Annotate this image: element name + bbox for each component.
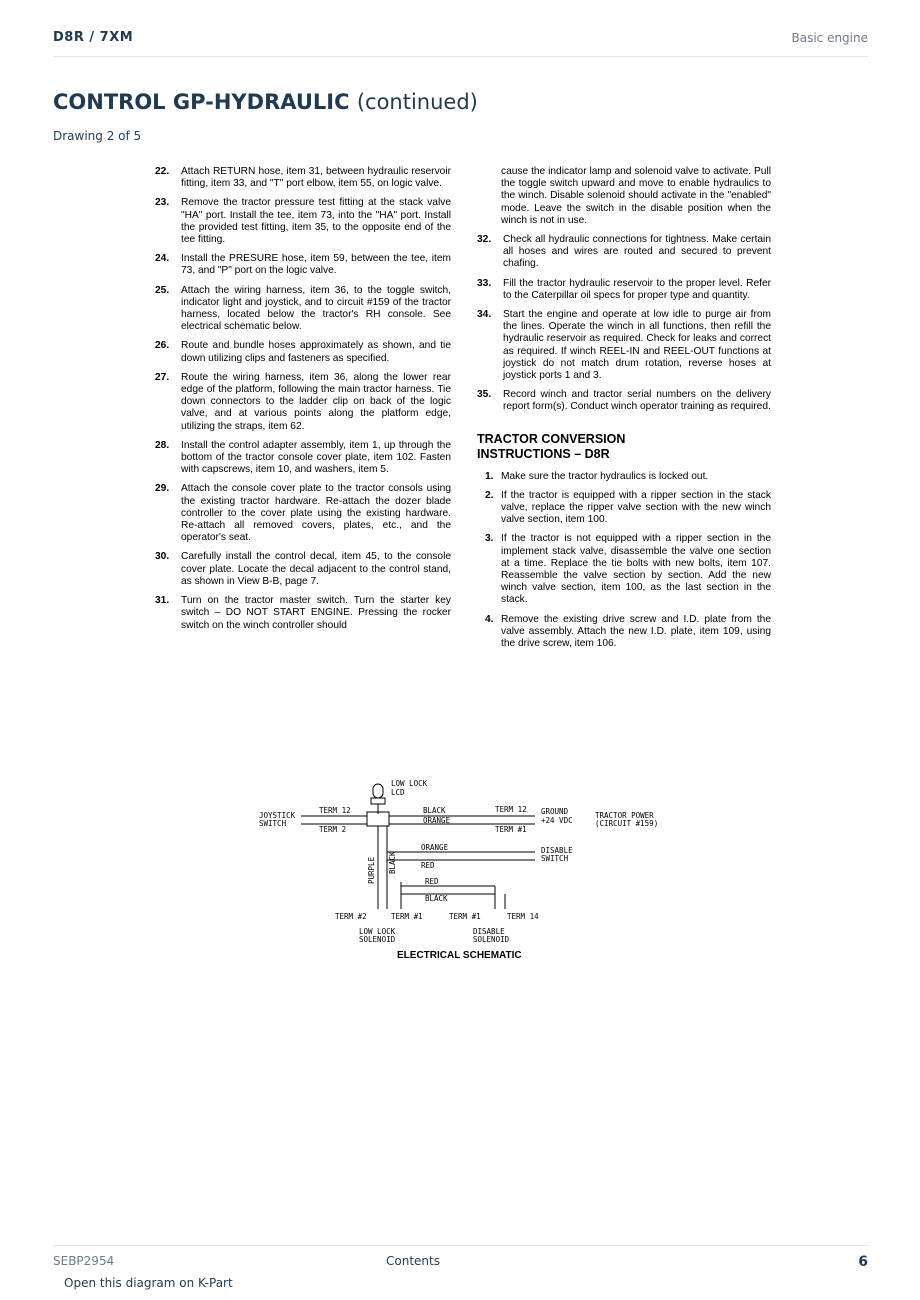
drawing-label: Drawing 2 of 5 [53, 129, 142, 143]
step-number: 22. [155, 166, 170, 177]
step-text: Attach the wiring harness, item 36, to the toggle switch, indicator light and joystick, and to circuit #159 of the tractor harness, located below the tractor's RH console. See electrical schematic below. [181, 284, 451, 333]
joystick-label: JOYSTICK [259, 811, 296, 820]
conversion-step [477, 490, 771, 527]
step [155, 285, 451, 334]
24vdc-label: +24 VDC [541, 816, 573, 825]
step-text: Route the wiring harness, item 36, along the lower rear edge of the platform, following the main tractor harness. Tie down connectors to the ladder clip on back of the logic valve, and at various points along the platform edge, utilizing the straps, item 62. [181, 371, 451, 432]
step [477, 309, 771, 382]
term-d-label: TERM 14 [507, 912, 539, 921]
scanned-page [145, 162, 785, 972]
step-text: Route and bundle hoses approximately as shown, and tie down utilizing clips and fasteners as specified. [181, 340, 451, 364]
low-lock-solenoid-label: LOW LOCK [359, 927, 396, 936]
low-lock-label: LOW LOCK [391, 779, 428, 788]
lamp-icon [373, 784, 383, 798]
step-number: 26. [155, 340, 170, 352]
model-label: D8R / 7XM [53, 30, 134, 45]
step-text: Start the engine and operate at low idle to purge air from the lines. Operate the winch in all functions, then refill the hydraulic reservoir as required. Check for leaks and correct as required. If winch REEL-IN and REEL-OUT functions at joystick do not match drum rotation, reverse hoses at joystick ports 1 and 3. [503, 309, 771, 382]
step [477, 278, 771, 302]
step-number: 2. [485, 489, 494, 501]
disable-label: DISABLE [541, 846, 573, 855]
step-number: 31. [155, 595, 170, 607]
disable-solenoid-label: DISABLE [473, 927, 505, 936]
step-text: Attach RETURN hose, item 31, between hydraulic reservoir fitting, item 33, and "T" port elbow, item 55, on logic valve. [181, 166, 451, 190]
step-text: Turn on the tractor master switch. Turn the starter key switch – DO NOT START ENGINE. Pressing the rocker switch on the winch controller should [181, 595, 451, 631]
step-number: 28. [155, 439, 170, 451]
step-number: 34. [477, 309, 492, 321]
step-text: Remove the existing drive screw and I.D. plate from the valve assembly. Attach the new I.D. plate, item 109, using the drive screw, item 106. [501, 613, 771, 650]
step [155, 253, 451, 277]
conversion-step [477, 614, 771, 651]
step-number: 35. [477, 389, 492, 401]
orange-wire-label: ORANGE [423, 816, 451, 825]
switch-label: SWITCH [259, 819, 287, 828]
term-12-right-label: TERM 12 [495, 805, 527, 814]
title-suffix: (continued) [356, 90, 478, 114]
step [155, 166, 451, 190]
step [155, 197, 451, 246]
title-main: CONTROL GP-HYDRAULIC [53, 90, 350, 114]
page-title [53, 90, 478, 114]
switch-label-2: SWITCH [541, 854, 569, 863]
connector [367, 812, 389, 826]
step-number: 1. [485, 470, 494, 482]
right-column [477, 166, 771, 657]
schematic-caption: ELECTRICAL SCHEMATIC [397, 950, 522, 961]
red2-label: RED [425, 877, 439, 886]
step-number: 24. [155, 253, 170, 265]
left-column [155, 166, 451, 639]
step-number: 30. [155, 551, 170, 563]
term-b-label: TERM #1 [391, 912, 423, 921]
step [155, 551, 451, 588]
page-footer [53, 1245, 868, 1272]
orange2-label: ORANGE [421, 843, 449, 852]
section-label: Basic engine [791, 31, 868, 45]
step-text: Carefully install the control decal, item 45, to the console cover plate. Locate the decal adjacent to the control stand, as shown in View B-B, page 7. [181, 551, 451, 587]
page-header [53, 28, 868, 57]
electrical-schematic [245, 774, 705, 964]
black2-label: BLACK [425, 894, 448, 903]
circuit-label: (CIRCUIT #159) [595, 819, 659, 828]
step-text: Fill the tractor hydraulic reservoir to the proper level. Refer to the Caterpillar oil specs for proper type and quantity. [503, 277, 771, 301]
step [155, 595, 451, 632]
tractor-power-label: TRACTOR POWER [595, 811, 654, 820]
step-number: 33. [477, 277, 492, 289]
solenoid-label-2: SOLENOID [473, 935, 510, 944]
step [155, 440, 451, 477]
step [477, 234, 771, 271]
red-label: RED [421, 861, 435, 870]
purple-wire-label: PURPLE [367, 856, 376, 884]
step [477, 389, 771, 413]
step-text: If the tractor is equipped with a ripper section in the stack valve, replace the ripper valve section with the new winch valve section, item 100. [501, 489, 771, 526]
doc-id: SEBP2954 [53, 1254, 115, 1268]
conversion-step [477, 533, 771, 606]
contents-link[interactable]: Contents [386, 1254, 440, 1268]
step [155, 340, 451, 364]
black-vertical-label: BLACK [388, 851, 397, 874]
page-number: 6 [858, 1254, 868, 1270]
term-12-label: TERM 12 [319, 806, 351, 815]
step-number: 4. [485, 613, 494, 625]
term-1-right-label: TERM #1 [495, 825, 527, 834]
step-text: Check all hydraulic connections for tightness. Make certain all hoses and wires are routed and secured to prevent chafing. [503, 234, 771, 270]
conversion-heading [477, 432, 771, 462]
lcd-label: LCD [391, 788, 405, 797]
step [155, 483, 451, 544]
step-number: 25. [155, 284, 170, 296]
step-text: If the tractor is not equipped with a ripper section in the implement stack valve, disassemble the valve one section at a time. Replace the tie bolts with new bolts, item 107. Reassemble the valve section by section. Add the new winch valve section, item 100, as the last section in the stack. [501, 533, 771, 606]
black-wire-label: BLACK [423, 806, 446, 815]
step-text: Attach the console cover plate to the tractor consols using the existing tractor hardware. Re-attach the dozer blade controller to the cover plate using the existing hardware. Re-attach all removed covers, plates, etc., and the operator's seat. [181, 483, 451, 544]
term-2-label: TERM 2 [319, 825, 347, 834]
step-number: 29. [155, 483, 170, 495]
step-number: 3. [485, 533, 494, 545]
step-number: 23. [155, 197, 170, 209]
conversion-heading-line1: TRACTOR CONVERSION [477, 431, 626, 446]
open-diagram-link[interactable]: Open this diagram on K-Part [64, 1276, 233, 1290]
step-text: Remove the tractor pressure test fitting at the stack valve "HA" port. Install the tee, item 73, into the "HA" port. Install the provided test fitting, item 35, to the opposite end of the tee fitting. [181, 197, 451, 246]
term-c-label: TERM #1 [449, 912, 481, 921]
term-a-label: TERM #2 [335, 912, 367, 921]
ground-label: GROUND [541, 807, 569, 816]
step-number: 32. [477, 234, 492, 246]
lamp-base [371, 798, 385, 804]
step-number: 27. [155, 371, 170, 383]
step-text: Install the control adapter assembly, item 1, up through the bottom of the tractor console cover plate, item 102. Fasten with capscrews, item 10, and washers, item 5. [181, 439, 451, 476]
step-text: Record winch and tractor serial numbers on the delivery report form(s). Conduct winch operator training as required. [503, 389, 771, 413]
conversion-step [477, 471, 771, 483]
step-text: Install the PRESURE hose, item 59, between the tee, item 73, and "P" port on the logic valve. [181, 253, 451, 277]
step-text: Make sure the tractor hydraulics is locked out. [501, 470, 709, 482]
conversion-heading-line2: INSTRUCTIONS – D8R [477, 446, 610, 461]
solenoid-label: SOLENOID [359, 935, 396, 944]
step-continuation: cause the indicator lamp and solenoid valve to activate. Pull the toggle switch upward and move to enable hydraulics to the winch. Disable solenoid should activate in the "enabled" mode. Leave the switch in the disable position when the winch is not in use. [501, 166, 771, 226]
step [155, 372, 451, 433]
